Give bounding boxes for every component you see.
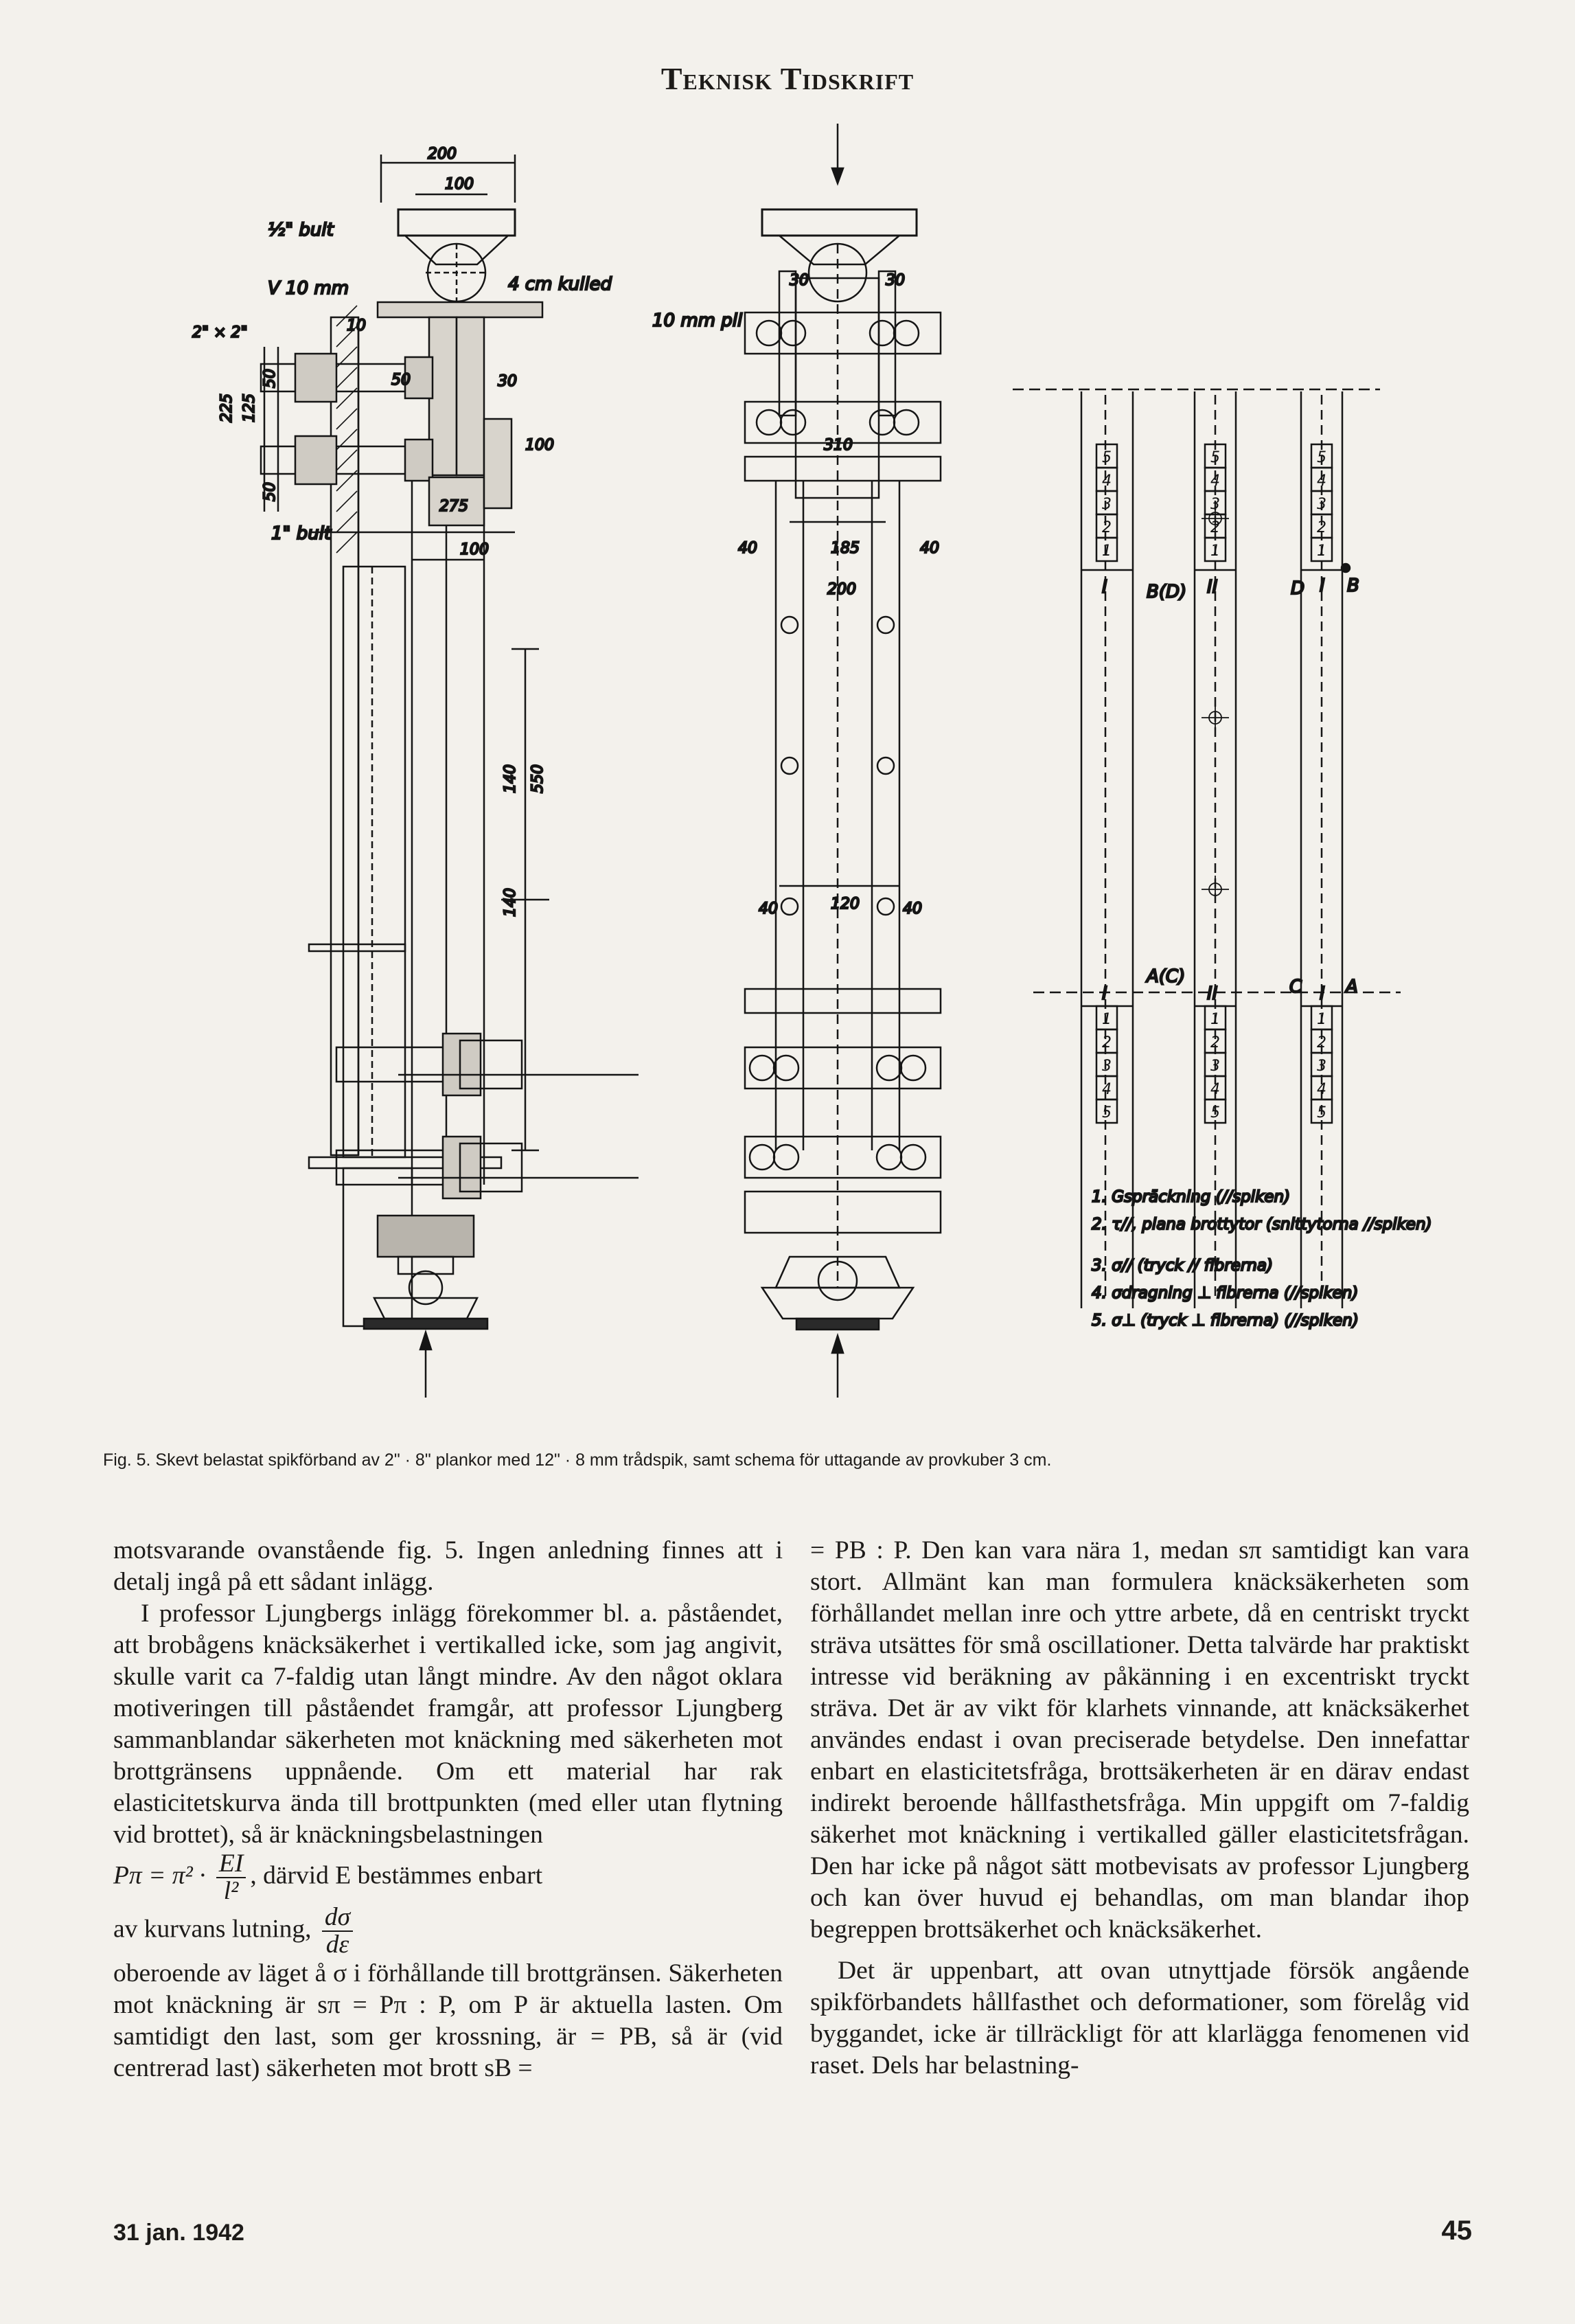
dim-100-mid: 100	[525, 437, 554, 454]
formula-rest: , därvid E bestämmes enbart	[250, 1861, 543, 1890]
formula-denominator: l²	[223, 1877, 239, 1905]
schema-label-B: B	[1347, 576, 1359, 596]
dim-30-right: 30	[886, 272, 905, 289]
cube-number: 5	[1102, 1104, 1112, 1121]
cube-number: 2	[1317, 519, 1326, 536]
schema-label-I-top: I	[1102, 577, 1107, 597]
half-bolt-label: ½" bult	[268, 220, 334, 240]
formula-lhs: Pπ = π² ·	[113, 1861, 206, 1890]
v10-label: V 10 mm	[268, 278, 349, 299]
schema-label-I-bottom-right: I	[1320, 983, 1325, 1004]
legend-item-1: 1. Gspräckning (//spiken)	[1092, 1188, 1291, 1206]
cube-number: 5	[1317, 449, 1326, 466]
dim-125: 125	[241, 394, 258, 422]
schema-label-A: A	[1346, 977, 1358, 997]
dim-140-b: 140	[502, 888, 519, 917]
dim-40-left: 40	[738, 540, 757, 557]
cube-number: 1	[1317, 1011, 1326, 1028]
nail-label: 10 mm pil	[652, 310, 743, 331]
derivative-fraction	[322, 1904, 353, 1958]
legend-item-3: 3. σ// (tryck // fibrerna)	[1092, 1257, 1273, 1275]
dim-200: 200	[428, 146, 457, 163]
paragraph: = PB : P. Den kan vara nära 1, medan sπ samtidigt kan vara stort. Allmänt kan man formulera knäcksäkerheten som förhållandet mellan inre och yttre arbete, då en centriskt tryckt sträva utsättes för små oscillationer. Detta talvärde har praktiskt intresse vid beräkning av påkänning i en excentriskt tryckt sträva. Det är av vikt för klarhets vinnande, att knäcksäkerhet användes endast i ovan preciserade betydelse. Den innefattar enbart en elasticitetsfråga, brottsäkerheten är en därav endast indirekt beroende hållfasthetsfråga. Min uppgift om 7-faldig säkerhet mot knäckning i vertikalled gäller elasticitetsfrågan. Den har icke på något sätt motbevisats av professor Ljungberg och kan över huvud ej behandlas, om man blandar ihop begreppen brottsäkerhet och knäcksäkerhet.	[810, 1536, 1469, 1944]
cube-number: 2	[1317, 1034, 1326, 1051]
cube-number: 1	[1317, 543, 1326, 560]
dim-550: 550	[529, 764, 547, 793]
legend-item-2: 2. τ//, plana brottytor (snittytorna //spiken)	[1092, 1216, 1432, 1233]
figure-caption: Fig. 5. Skevt belastat spikförband av 2" · 8" plankor med 12" · 8 mm trådspik, samt schema för uttagande av provkuber 3 cm.	[103, 1450, 1052, 1470]
derivative-numerator: dσ	[322, 1904, 353, 1932]
technical-drawing	[103, 120, 1476, 1439]
cube-number: 5	[1210, 1104, 1220, 1121]
cube-number: 5	[1317, 1104, 1326, 1121]
paragraph: oberoende av läget å σ i förhållande till brottgränsen. Säkerheten mot knäckning är sπ = Pπ : P, om P är aktuella lasten. Om samtidigt den last, som ger krossning, är = PB, så är (vid centrerad last) säkerheten mot brott sB =	[113, 1959, 783, 2082]
schema-label-C: C	[1289, 977, 1302, 997]
page-number: 45	[1441, 2215, 1472, 2246]
dim-30: 30	[498, 373, 517, 390]
ball-joint-label: 4 cm kulled	[508, 274, 612, 295]
dim-275: 275	[439, 498, 468, 515]
cube-number: 4	[1317, 1081, 1326, 1098]
cube-number: 4	[1102, 472, 1112, 490]
left-column	[113, 1535, 783, 2084]
derivative-line	[113, 1904, 783, 1958]
schema-label-AC: A(C)	[1147, 966, 1186, 987]
cube-number: 3	[1317, 496, 1326, 513]
legend-item-4: 4. σdragning ⊥ fibrerna (//spiken)	[1092, 1284, 1359, 1302]
dim-40-right: 40	[920, 540, 939, 557]
cube-number: 5	[1102, 449, 1112, 466]
cube-number: 3	[1317, 1058, 1326, 1075]
cube-number: 4	[1102, 1081, 1112, 1098]
paragraph: Det är uppenbart, att ovan utnyttjade försök angående spikförbandets hållfasthet och deformationer, som förelåg vid byggandet, icke är tillräckligt för att klarlägga fenomenen vid raset. Dels har belastning-	[810, 1957, 1469, 2080]
cube-number: 2	[1210, 1034, 1220, 1051]
cube-number: 5	[1210, 449, 1220, 466]
bottom-cube-boxes	[1096, 1006, 1332, 1123]
figure-5	[103, 120, 1476, 1439]
derivative-text-a: av kurvans lutning,	[113, 1915, 312, 1944]
cube-number: 1	[1210, 543, 1220, 560]
cube-number: 4	[1210, 472, 1220, 490]
cube-number: 1	[1102, 543, 1112, 560]
dim-50-c: 50	[262, 482, 279, 501]
one-bolt-label: 1" bult	[271, 523, 332, 544]
schema-label-II-top: II	[1207, 577, 1218, 597]
journal-header: Teknisk Tidskrift	[660, 61, 915, 96]
formula-fraction	[216, 1851, 246, 1904]
dim-40-bottom-left: 40	[759, 900, 778, 918]
cube-number: 3	[1102, 1058, 1112, 1075]
cube-number: 2	[1102, 519, 1112, 536]
washer-label: 2" × 2"	[192, 324, 248, 341]
dim-185: 185	[831, 540, 860, 557]
top-cube-boxes	[1096, 444, 1332, 561]
right-column	[810, 1535, 1469, 2082]
dim-100-top: 100	[445, 176, 474, 193]
formula-numerator: EI	[216, 1851, 246, 1878]
cube-number: 3	[1210, 496, 1220, 513]
derivative-denominator: dε	[325, 1930, 349, 1959]
schema-label-I-right: I	[1320, 576, 1325, 596]
dim-120: 120	[831, 896, 860, 913]
schema-label-II-bottom: II	[1207, 983, 1218, 1004]
cube-schema	[1013, 389, 1401, 1308]
middle-drawing	[745, 124, 941, 1398]
cube-number: 1	[1210, 1011, 1220, 1028]
dim-200-mid: 200	[827, 581, 856, 598]
schema-label-BD: B(D)	[1147, 582, 1187, 602]
paragraph: I professor Ljungbergs inlägg förekommer bl. a. påståendet, att brobågens knäcksäkerhet i vertikalled icke, som jag angivit, skulle varit ca 7-faldig utan långt mindre. Av den något oklara motiveringen till påståendet framgår, att professor Ljungberg sammanblandar säkerheten mot knäckning med säkerheten mot brottgränsens uppnående. Om ett material har rak elasticitetskurva ända till brottpunkten (med eller utan flytning vid brottet), så är knäckningsbelastningen	[113, 1599, 783, 1849]
dim-30-left: 30	[790, 272, 809, 289]
cube-number: 2	[1102, 1034, 1112, 1051]
dim-10: 10	[347, 317, 366, 334]
dim-310: 310	[824, 437, 853, 454]
footer-date: 31 jan. 1942	[113, 2220, 244, 2246]
dim-140-a: 140	[502, 764, 519, 793]
formula-line	[113, 1851, 783, 1904]
cube-number: 3	[1210, 1058, 1220, 1075]
schema-label-I-bottom: I	[1102, 983, 1107, 1004]
schema-label-D: D	[1291, 578, 1305, 599]
cube-number: 2	[1210, 519, 1220, 536]
cube-number: 1	[1102, 1011, 1112, 1028]
legend-item-5: 5. σ⊥ (tryck ⊥ fibrerna) (//spiken)	[1092, 1312, 1359, 1330]
cube-number: 4	[1317, 472, 1326, 490]
cube-number: 3	[1102, 496, 1112, 513]
dim-225: 225	[218, 394, 235, 422]
dim-40-bottom-right: 40	[903, 900, 922, 918]
cube-number: 4	[1210, 1081, 1220, 1098]
dim-100-bottom: 100	[460, 541, 489, 558]
paragraph: motsvarande ovanstående fig. 5. Ingen anledning finnes att i detalj ingå på ett sådant inlägg.	[113, 1536, 783, 1596]
dim-50-b: 50	[262, 369, 279, 388]
left-drawing	[261, 155, 639, 1398]
dim-50-a: 50	[391, 372, 411, 389]
